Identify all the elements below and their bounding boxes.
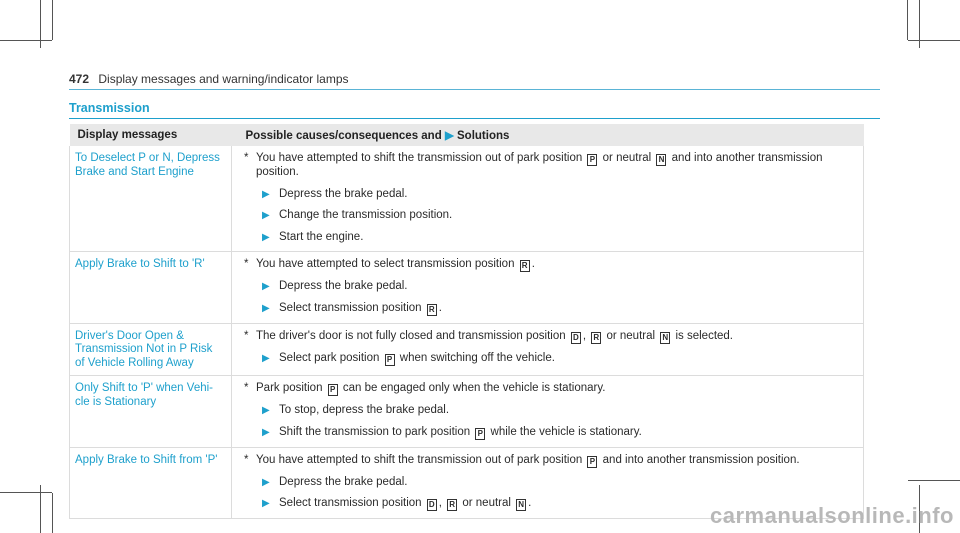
arrow-icon: ▶ xyxy=(444,130,454,142)
page-number: 472 xyxy=(69,72,90,86)
display-message: Driver's Door Open & Transmission Not in P Risk of Vehicle Rolling Away xyxy=(70,323,232,376)
gear-key: P xyxy=(328,384,338,396)
arrow-icon: ▶ xyxy=(262,188,270,200)
solutions-cell xyxy=(232,323,864,376)
arrow-icon: ▶ xyxy=(262,476,270,488)
arrow-icon: ▶ xyxy=(262,426,270,438)
crop-mark xyxy=(0,40,52,41)
col-header-causes-text: Possible causes/consequences and xyxy=(245,130,442,142)
solution-step: ▶ Select transmission position R . xyxy=(262,301,442,314)
solution-step: ▶ Depress the brake pedal. xyxy=(262,187,408,200)
page-header-title: Display messages and warning/indicator lamps xyxy=(98,72,349,86)
solutions-cell xyxy=(232,146,864,252)
gear-key: N xyxy=(516,499,526,511)
gear-key: R xyxy=(591,332,601,344)
gear-key: R xyxy=(520,260,530,272)
display-message: Apply Brake to Shift from 'P' xyxy=(70,447,232,519)
gear-key: P xyxy=(385,354,395,366)
solution-step: ▶ Select park position P when switching off the vehicle. xyxy=(262,351,555,364)
gear-key: R xyxy=(447,499,457,511)
solutions-cell xyxy=(232,376,864,448)
arrow-icon: ▶ xyxy=(262,210,270,221)
gear-key: D xyxy=(427,499,437,511)
display-message: Apply Brake to Shift to 'R' xyxy=(70,252,232,324)
gear-key: P xyxy=(475,428,485,440)
solution-step: ▶ To stop, depress the brake pedal. xyxy=(262,404,450,416)
solution-step: ▶ Select transmission position D , R or neutral N . xyxy=(262,497,532,510)
col-header-causes xyxy=(232,124,864,146)
table-row xyxy=(70,146,864,252)
display-message: To Deselect P or N, Depress Brake and Start Engine xyxy=(70,146,232,252)
section-title: Transmission xyxy=(69,101,150,115)
header-rule xyxy=(69,89,880,90)
crop-mark xyxy=(907,0,908,40)
solution-step: ▶ Depress the brake pedal. xyxy=(262,280,408,292)
gear-key: D xyxy=(571,332,581,344)
table-header-row xyxy=(70,124,864,146)
display-message: Only Shift to 'P' when Vehi-cle is Stationary xyxy=(70,376,232,448)
crop-mark xyxy=(908,480,960,481)
page-header xyxy=(69,72,349,86)
cause: * You have attempted to select transmission position R . xyxy=(244,258,535,270)
solutions-cell xyxy=(232,252,864,324)
crop-mark xyxy=(52,0,53,40)
table-row xyxy=(70,376,864,448)
cause: * You have attempted to shift the transmission out of park position P and into another transmission position. xyxy=(244,453,800,466)
arrow-icon: ▶ xyxy=(262,281,270,292)
col-header-messages: Display messages xyxy=(70,124,232,146)
crop-mark xyxy=(52,493,53,533)
arrow-icon: ▶ xyxy=(262,231,270,243)
cause: * Park position P can be engaged only when the vehicle is stationary. xyxy=(244,382,606,394)
gear-key: P xyxy=(587,456,597,468)
arrow-icon: ▶ xyxy=(262,302,270,314)
gear-key: R xyxy=(427,304,437,316)
table-row xyxy=(70,323,864,376)
solution-step: ▶ Depress the brake pedal. xyxy=(262,475,408,488)
table-row xyxy=(70,252,864,324)
arrow-icon: ▶ xyxy=(262,405,270,416)
solution-step: ▶ Shift the transmission to park position P while the vehicle is stationary. xyxy=(262,425,642,438)
gear-key: N xyxy=(656,154,666,166)
col-header-solutions: Solutions xyxy=(457,130,510,142)
section-rule xyxy=(69,118,880,119)
arrow-icon: ▶ xyxy=(262,352,270,364)
solution-step: ▶ Change the transmission position. xyxy=(262,209,453,221)
crop-mark xyxy=(908,40,960,41)
cause: * You have attempted to shift the transmission out of park position P or neutral N and into another transmission position. xyxy=(244,152,823,178)
watermark: carmanualsonline.info xyxy=(710,503,954,528)
solution-step: ▶ Start the engine. xyxy=(262,230,364,243)
cause: * The driver's door is not fully closed and transmission position D , R or neutral N is selected. xyxy=(244,329,733,342)
gear-key: N xyxy=(660,332,670,344)
gear-key: P xyxy=(587,154,597,166)
arrow-icon: ▶ xyxy=(262,498,270,510)
messages-table xyxy=(69,124,864,519)
crop-mark xyxy=(0,492,52,493)
